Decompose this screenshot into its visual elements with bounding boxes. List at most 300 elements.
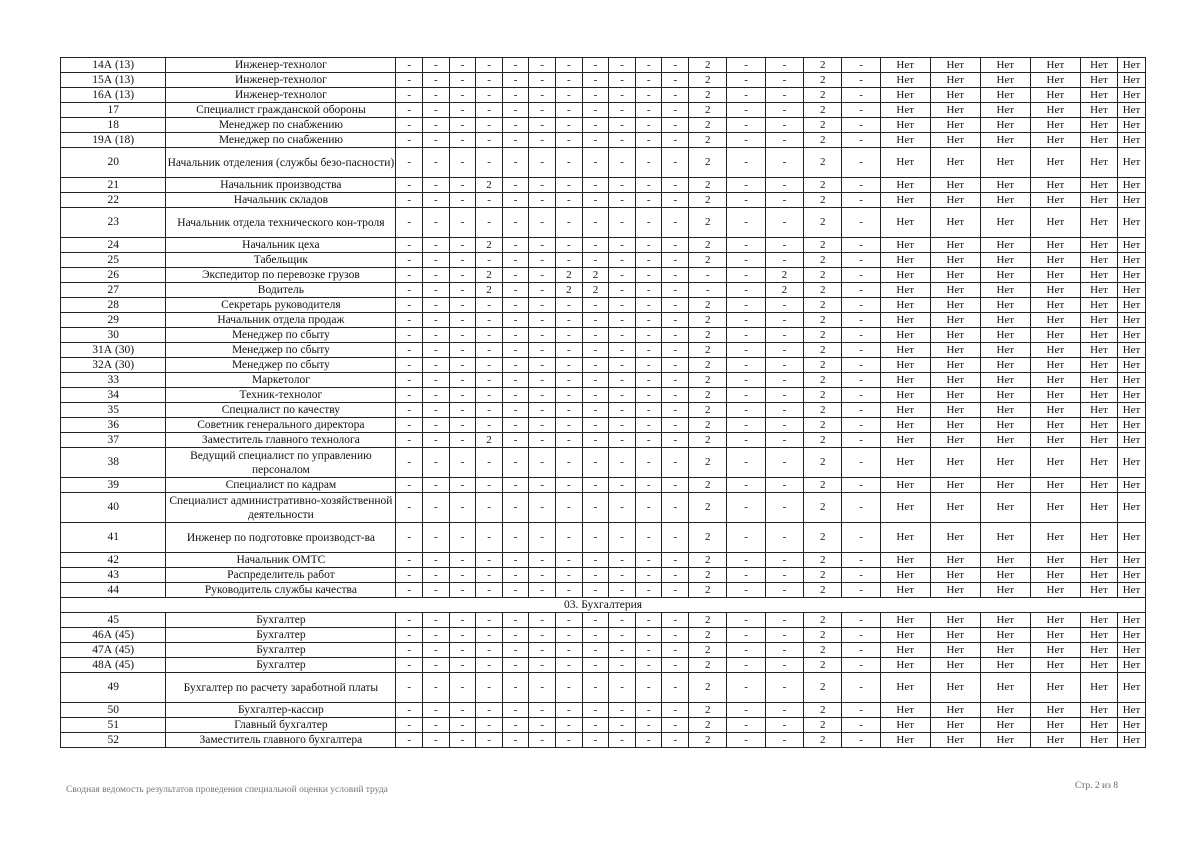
guarantee-cell: Нет bbox=[930, 583, 980, 598]
table-row bbox=[61, 703, 1146, 718]
row-number: 41 bbox=[61, 523, 166, 553]
guarantee-cell: Нет bbox=[1080, 613, 1117, 628]
class-cell: - bbox=[635, 343, 662, 358]
position-name: Экспедитор по перевозке грузов bbox=[166, 268, 396, 283]
class-cell: - bbox=[396, 418, 423, 433]
class-cell: - bbox=[765, 448, 803, 478]
class-cell: - bbox=[727, 283, 765, 298]
class-cell: - bbox=[609, 583, 636, 598]
position-name: Начальник производства bbox=[166, 178, 396, 193]
class-cell: - bbox=[609, 58, 636, 73]
guarantee-cell: Нет bbox=[930, 118, 980, 133]
position-name: Инженер-технолог bbox=[166, 73, 396, 88]
footer-document-title: Сводная ведомость результатов проведения специальной оценки условий труда bbox=[66, 785, 388, 795]
guarantee-cell: Нет bbox=[1118, 718, 1146, 733]
class-cell: - bbox=[609, 403, 636, 418]
row-number: 22 bbox=[61, 193, 166, 208]
class-cell: - bbox=[765, 643, 803, 658]
position-name: Бухгалтер-кассир bbox=[166, 703, 396, 718]
class-cell: - bbox=[582, 433, 609, 448]
class-cell: - bbox=[727, 148, 765, 178]
class-cell: - bbox=[582, 118, 609, 133]
guarantee-cell: Нет bbox=[880, 448, 930, 478]
class-cell: - bbox=[635, 523, 662, 553]
class-cell: - bbox=[582, 718, 609, 733]
class-cell: - bbox=[556, 208, 583, 238]
class-cell: - bbox=[502, 448, 529, 478]
position-name: Техник-технолог bbox=[166, 388, 396, 403]
guarantee-cell: Нет bbox=[880, 328, 930, 343]
class-cell: - bbox=[727, 358, 765, 373]
class-cell: 2 bbox=[689, 448, 727, 478]
class-cell: - bbox=[582, 388, 609, 403]
table-row bbox=[61, 283, 1146, 298]
guarantee-cell: Нет bbox=[1118, 628, 1146, 643]
class-cell: 2 bbox=[804, 298, 842, 313]
position-name: Специалист по качеству bbox=[166, 403, 396, 418]
class-cell: - bbox=[449, 523, 476, 553]
class-cell: - bbox=[476, 313, 503, 328]
class-cell: 2 bbox=[689, 658, 727, 673]
class-cell: - bbox=[396, 658, 423, 673]
guarantee-cell: Нет bbox=[1080, 73, 1117, 88]
class-cell: - bbox=[635, 298, 662, 313]
class-cell: - bbox=[396, 718, 423, 733]
class-cell: - bbox=[662, 103, 689, 118]
guarantee-cell: Нет bbox=[1118, 448, 1146, 478]
position-name: Начальник отделения (службы безо-пасности) bbox=[166, 148, 396, 178]
class-cell: - bbox=[635, 403, 662, 418]
row-number: 16А (13) bbox=[61, 88, 166, 103]
class-cell: - bbox=[765, 718, 803, 733]
class-cell: - bbox=[502, 643, 529, 658]
guarantee-cell: Нет bbox=[980, 613, 1030, 628]
class-cell: - bbox=[582, 328, 609, 343]
class-cell: - bbox=[662, 193, 689, 208]
class-cell: - bbox=[529, 658, 556, 673]
section-title: 03. Бухгалтерия bbox=[61, 598, 1146, 613]
position-name: Инженер-технолог bbox=[166, 58, 396, 73]
class-cell: 2 bbox=[689, 553, 727, 568]
class-cell: - bbox=[609, 478, 636, 493]
class-cell: 2 bbox=[582, 283, 609, 298]
table-row bbox=[61, 403, 1146, 418]
class-cell: - bbox=[727, 388, 765, 403]
class-cell: - bbox=[582, 673, 609, 703]
guarantee-cell: Нет bbox=[980, 328, 1030, 343]
class-cell: - bbox=[842, 88, 880, 103]
class-cell: - bbox=[842, 343, 880, 358]
class-cell: 2 bbox=[804, 253, 842, 268]
class-cell: - bbox=[609, 88, 636, 103]
guarantee-cell: Нет bbox=[980, 358, 1030, 373]
class-cell: 2 bbox=[689, 328, 727, 343]
class-cell: - bbox=[635, 388, 662, 403]
position-name: Специалист гражданской обороны bbox=[166, 103, 396, 118]
class-cell: - bbox=[727, 208, 765, 238]
position-name: Водитель bbox=[166, 283, 396, 298]
class-cell: - bbox=[635, 733, 662, 748]
position-name: Советник генерального директора bbox=[166, 418, 396, 433]
class-cell: - bbox=[396, 373, 423, 388]
class-cell: - bbox=[423, 703, 450, 718]
class-cell: - bbox=[423, 178, 450, 193]
class-cell: - bbox=[635, 178, 662, 193]
table-row bbox=[61, 178, 1146, 193]
class-cell: 2 bbox=[689, 193, 727, 208]
class-cell: - bbox=[582, 478, 609, 493]
class-cell: - bbox=[556, 193, 583, 208]
class-cell: - bbox=[765, 628, 803, 643]
class-cell: - bbox=[727, 583, 765, 598]
class-cell: - bbox=[529, 403, 556, 418]
guarantee-cell: Нет bbox=[1118, 493, 1146, 523]
guarantee-cell: Нет bbox=[880, 253, 930, 268]
class-cell: - bbox=[502, 568, 529, 583]
class-cell: - bbox=[556, 613, 583, 628]
class-cell: - bbox=[842, 73, 880, 88]
guarantee-cell: Нет bbox=[1080, 733, 1117, 748]
class-cell: - bbox=[609, 133, 636, 148]
class-cell: - bbox=[502, 208, 529, 238]
class-cell: 2 bbox=[765, 268, 803, 283]
class-cell: - bbox=[529, 628, 556, 643]
class-cell: - bbox=[502, 733, 529, 748]
guarantee-cell: Нет bbox=[930, 328, 980, 343]
class-cell: - bbox=[449, 478, 476, 493]
position-name: Ведущий специалист по управлению персоналом bbox=[166, 448, 396, 478]
class-cell: - bbox=[727, 313, 765, 328]
class-cell: 2 bbox=[689, 718, 727, 733]
class-cell: - bbox=[423, 298, 450, 313]
class-cell: - bbox=[502, 148, 529, 178]
class-cell: - bbox=[842, 178, 880, 193]
class-cell: - bbox=[529, 478, 556, 493]
class-cell: - bbox=[556, 328, 583, 343]
class-cell: - bbox=[765, 208, 803, 238]
class-cell: - bbox=[449, 628, 476, 643]
class-cell: - bbox=[396, 328, 423, 343]
table-row bbox=[61, 298, 1146, 313]
class-cell: - bbox=[662, 313, 689, 328]
class-cell: 2 bbox=[689, 88, 727, 103]
class-cell: 2 bbox=[804, 733, 842, 748]
class-cell: 2 bbox=[804, 493, 842, 523]
class-cell: - bbox=[449, 268, 476, 283]
class-cell: - bbox=[662, 178, 689, 193]
guarantee-cell: Нет bbox=[1118, 298, 1146, 313]
guarantee-cell: Нет bbox=[930, 133, 980, 148]
results-table bbox=[60, 57, 1146, 748]
guarantee-cell: Нет bbox=[1118, 88, 1146, 103]
class-cell: - bbox=[662, 238, 689, 253]
guarantee-cell: Нет bbox=[880, 673, 930, 703]
class-cell: - bbox=[727, 493, 765, 523]
class-cell: - bbox=[423, 58, 450, 73]
guarantee-cell: Нет bbox=[930, 358, 980, 373]
class-cell: - bbox=[449, 283, 476, 298]
class-cell: - bbox=[662, 703, 689, 718]
class-cell: - bbox=[765, 703, 803, 718]
class-cell: - bbox=[556, 373, 583, 388]
class-cell: 2 bbox=[804, 643, 842, 658]
class-cell: - bbox=[423, 73, 450, 88]
class-cell: - bbox=[609, 433, 636, 448]
assessment-sheet bbox=[60, 57, 1146, 748]
class-cell: - bbox=[582, 523, 609, 553]
class-cell: - bbox=[727, 103, 765, 118]
class-cell: - bbox=[502, 73, 529, 88]
class-cell: - bbox=[449, 403, 476, 418]
guarantee-cell: Нет bbox=[1118, 388, 1146, 403]
class-cell: - bbox=[582, 73, 609, 88]
class-cell: - bbox=[449, 433, 476, 448]
position-name: Начальник складов bbox=[166, 193, 396, 208]
class-cell: - bbox=[396, 73, 423, 88]
class-cell: 2 bbox=[689, 358, 727, 373]
class-cell: 2 bbox=[689, 58, 727, 73]
class-cell: - bbox=[609, 733, 636, 748]
class-cell: - bbox=[609, 718, 636, 733]
class-cell: - bbox=[529, 418, 556, 433]
class-cell: - bbox=[556, 88, 583, 103]
class-cell: - bbox=[842, 658, 880, 673]
class-cell: 2 bbox=[689, 298, 727, 313]
class-cell: - bbox=[662, 718, 689, 733]
guarantee-cell: Нет bbox=[1080, 658, 1117, 673]
row-number: 23 bbox=[61, 208, 166, 238]
class-cell: - bbox=[609, 298, 636, 313]
class-cell: 2 bbox=[804, 418, 842, 433]
class-cell: - bbox=[635, 673, 662, 703]
guarantee-cell: Нет bbox=[930, 148, 980, 178]
class-cell: - bbox=[727, 628, 765, 643]
class-cell: - bbox=[423, 568, 450, 583]
class-cell: - bbox=[423, 418, 450, 433]
class-cell: 2 bbox=[804, 268, 842, 283]
guarantee-cell: Нет bbox=[930, 523, 980, 553]
class-cell: - bbox=[582, 253, 609, 268]
class-cell: - bbox=[423, 373, 450, 388]
guarantee-cell: Нет bbox=[980, 238, 1030, 253]
class-cell: - bbox=[449, 733, 476, 748]
guarantee-cell: Нет bbox=[930, 718, 980, 733]
table-row bbox=[61, 628, 1146, 643]
class-cell: - bbox=[727, 568, 765, 583]
table-row bbox=[61, 493, 1146, 523]
class-cell: - bbox=[423, 613, 450, 628]
class-cell: - bbox=[476, 733, 503, 748]
guarantee-cell: Нет bbox=[1080, 628, 1117, 643]
class-cell: - bbox=[556, 103, 583, 118]
class-cell: 2 bbox=[689, 373, 727, 388]
class-cell: - bbox=[502, 628, 529, 643]
guarantee-cell: Нет bbox=[1080, 133, 1117, 148]
class-cell: - bbox=[529, 313, 556, 328]
guarantee-cell: Нет bbox=[1080, 253, 1117, 268]
guarantee-cell: Нет bbox=[1030, 448, 1080, 478]
class-cell: - bbox=[727, 433, 765, 448]
guarantee-cell: Нет bbox=[1118, 568, 1146, 583]
class-cell: - bbox=[662, 583, 689, 598]
guarantee-cell: Нет bbox=[1030, 133, 1080, 148]
position-name: Руководитель службы качества bbox=[166, 583, 396, 598]
table-row bbox=[61, 88, 1146, 103]
class-cell: - bbox=[727, 523, 765, 553]
guarantee-cell: Нет bbox=[880, 103, 930, 118]
class-cell: - bbox=[556, 358, 583, 373]
position-name: Главный бухгалтер bbox=[166, 718, 396, 733]
class-cell: - bbox=[502, 343, 529, 358]
class-cell: - bbox=[662, 268, 689, 283]
guarantee-cell: Нет bbox=[1080, 553, 1117, 568]
class-cell: - bbox=[423, 433, 450, 448]
class-cell: - bbox=[662, 58, 689, 73]
class-cell: 2 bbox=[689, 583, 727, 598]
guarantee-cell: Нет bbox=[1080, 283, 1117, 298]
class-cell: - bbox=[765, 118, 803, 133]
row-number: 36 bbox=[61, 418, 166, 433]
class-cell: - bbox=[476, 448, 503, 478]
guarantee-cell: Нет bbox=[880, 718, 930, 733]
table-row bbox=[61, 553, 1146, 568]
class-cell: - bbox=[396, 193, 423, 208]
class-cell: - bbox=[635, 433, 662, 448]
class-cell: - bbox=[727, 193, 765, 208]
class-cell: - bbox=[727, 88, 765, 103]
class-cell: - bbox=[842, 328, 880, 343]
guarantee-cell: Нет bbox=[930, 703, 980, 718]
class-cell: - bbox=[476, 493, 503, 523]
guarantee-cell: Нет bbox=[980, 178, 1030, 193]
class-cell: - bbox=[582, 178, 609, 193]
table-row bbox=[61, 313, 1146, 328]
guarantee-cell: Нет bbox=[880, 523, 930, 553]
class-cell: 2 bbox=[804, 313, 842, 328]
guarantee-cell: Нет bbox=[1080, 208, 1117, 238]
guarantee-cell: Нет bbox=[1030, 733, 1080, 748]
guarantee-cell: Нет bbox=[930, 88, 980, 103]
class-cell: - bbox=[502, 493, 529, 523]
class-cell: 2 bbox=[689, 388, 727, 403]
guarantee-cell: Нет bbox=[1118, 238, 1146, 253]
guarantee-cell: Нет bbox=[980, 343, 1030, 358]
row-number: 24 bbox=[61, 238, 166, 253]
class-cell: - bbox=[765, 523, 803, 553]
class-cell: - bbox=[502, 703, 529, 718]
class-cell: - bbox=[582, 238, 609, 253]
class-cell: - bbox=[396, 118, 423, 133]
class-cell: - bbox=[502, 523, 529, 553]
guarantee-cell: Нет bbox=[980, 553, 1030, 568]
row-number: 40 bbox=[61, 493, 166, 523]
position-name: Специалист по кадрам bbox=[166, 478, 396, 493]
guarantee-cell: Нет bbox=[930, 58, 980, 73]
class-cell: - bbox=[476, 628, 503, 643]
guarantee-cell: Нет bbox=[1030, 268, 1080, 283]
class-cell: - bbox=[662, 283, 689, 298]
class-cell: - bbox=[842, 403, 880, 418]
table-row bbox=[61, 208, 1146, 238]
class-cell: - bbox=[727, 448, 765, 478]
row-number: 30 bbox=[61, 328, 166, 343]
class-cell: - bbox=[529, 133, 556, 148]
class-cell: 2 bbox=[689, 673, 727, 703]
class-cell: - bbox=[476, 193, 503, 208]
guarantee-cell: Нет bbox=[1030, 328, 1080, 343]
class-cell: - bbox=[529, 298, 556, 313]
class-cell: - bbox=[635, 493, 662, 523]
class-cell: - bbox=[423, 283, 450, 298]
class-cell: - bbox=[476, 658, 503, 673]
guarantee-cell: Нет bbox=[880, 568, 930, 583]
class-cell: - bbox=[689, 283, 727, 298]
class-cell: - bbox=[423, 193, 450, 208]
row-number: 50 bbox=[61, 703, 166, 718]
class-cell: - bbox=[582, 298, 609, 313]
guarantee-cell: Нет bbox=[1030, 208, 1080, 238]
guarantee-cell: Нет bbox=[1080, 88, 1117, 103]
class-cell: - bbox=[449, 58, 476, 73]
class-cell: - bbox=[476, 343, 503, 358]
class-cell: - bbox=[423, 313, 450, 328]
class-cell: - bbox=[502, 253, 529, 268]
class-cell: - bbox=[396, 643, 423, 658]
class-cell: - bbox=[502, 328, 529, 343]
class-cell: - bbox=[423, 658, 450, 673]
guarantee-cell: Нет bbox=[930, 178, 980, 193]
class-cell: - bbox=[635, 418, 662, 433]
row-number: 15А (13) bbox=[61, 73, 166, 88]
class-cell: - bbox=[582, 148, 609, 178]
row-number: 49 bbox=[61, 673, 166, 703]
class-cell: - bbox=[423, 238, 450, 253]
class-cell: - bbox=[556, 718, 583, 733]
class-cell: 2 bbox=[689, 403, 727, 418]
class-cell: - bbox=[662, 448, 689, 478]
class-cell: - bbox=[476, 403, 503, 418]
class-cell: - bbox=[765, 658, 803, 673]
class-cell: - bbox=[502, 673, 529, 703]
row-number: 21 bbox=[61, 178, 166, 193]
class-cell: - bbox=[556, 703, 583, 718]
class-cell: 2 bbox=[689, 613, 727, 628]
class-cell: - bbox=[502, 58, 529, 73]
class-cell: 2 bbox=[804, 178, 842, 193]
class-cell: - bbox=[635, 118, 662, 133]
guarantee-cell: Нет bbox=[880, 388, 930, 403]
class-cell: - bbox=[476, 358, 503, 373]
guarantee-cell: Нет bbox=[1118, 328, 1146, 343]
class-cell: - bbox=[396, 103, 423, 118]
class-cell: - bbox=[556, 178, 583, 193]
class-cell: - bbox=[635, 103, 662, 118]
class-cell: - bbox=[689, 268, 727, 283]
class-cell: - bbox=[662, 133, 689, 148]
class-cell: 2 bbox=[689, 253, 727, 268]
guarantee-cell: Нет bbox=[1080, 643, 1117, 658]
section-row bbox=[61, 598, 1146, 613]
class-cell: - bbox=[662, 298, 689, 313]
class-cell: - bbox=[662, 418, 689, 433]
class-cell: 2 bbox=[804, 658, 842, 673]
class-cell: - bbox=[476, 613, 503, 628]
guarantee-cell: Нет bbox=[880, 238, 930, 253]
class-cell: - bbox=[635, 478, 662, 493]
class-cell: 2 bbox=[804, 523, 842, 553]
guarantee-cell: Нет bbox=[1030, 643, 1080, 658]
class-cell: - bbox=[529, 118, 556, 133]
